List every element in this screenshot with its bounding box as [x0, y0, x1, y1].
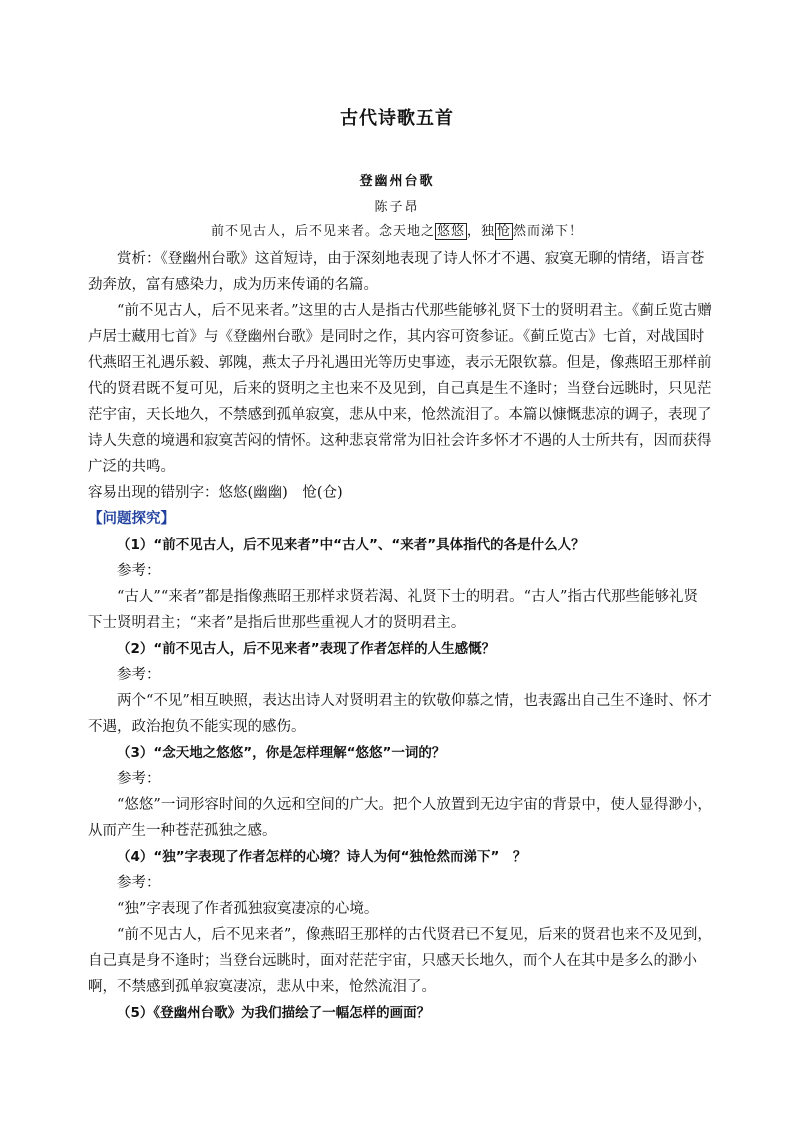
question-2: （2）“前不见古人，后不见来者”表现了作者怎样的人生感慨？ — [117, 641, 496, 657]
question-1-answer: “古人”“来者”都是指像燕昭王那样求贤若渴、礼贤下士的明君。“古人”指古代那些能够礼贤下士贤明君主；“来者”是指后世那些重视人才的贤明君主。 — [88, 589, 698, 631]
poem-text — [0, 220, 794, 239]
question-2-answer: 两个“不见”相互映照，表达出诗人对贤明君主的钦敬仰慕之情，也表露出自己生不逢时、怀才不遇，政治抱负不能实现的感伤。 — [88, 693, 712, 735]
appreciation-paragraph-1: 赏析：《登幽州台歌》这首短诗，由于深刻地表现了诗人怀才不遇、寂寞无聊的情绪，语言苍劲奔放，富有感染力，成为历来传诵的名篇。 — [88, 251, 705, 293]
appreciation-section — [88, 246, 712, 1026]
poem-title: 登幽州台歌 — [359, 174, 435, 189]
question-1-ref-label: 参考： — [117, 563, 161, 579]
poem-text-part3: 然而涕下！ — [513, 224, 584, 239]
question-4-answer-2: “前不见古人，后不见来者”，像燕昭王那样的古代贤君已不复见，后来的贤君也来不及见到，自己真是身不逢时；当登台远眺时，面对茫茫宇宙，只感天长地久，而个人在其中是多么的渺小啊，不禁感到孤单寂寞凄凉，悲从中来，怆然流泪了。 — [88, 927, 712, 995]
question-2-ref-label: 参考： — [117, 667, 161, 683]
document-title: 古代诗歌五首 — [340, 108, 454, 129]
question-3: （3）“念天地之悠悠”，你是怎样理解“悠悠”一词的？ — [117, 745, 446, 761]
appreciation-paragraph-2: “前不见古人，后不见来者。”这里的古人是指古代那些能够礼贤下士的贤明君主。《蓟丘览古赠卢居士藏用七首》与《登幽州台歌》是同时之作，其内容可资参证。《蓟丘览古》七首，对战国时代燕昭王礼遇乐毅、郭隗，燕太子丹礼遇田光等历史事迹，表示无限钦慕。但是，像燕昭王那样前代的贤君既不复可见，后来的贤明之主也来不及见到，自己真是生不逢时；当登台远眺时，只见茫茫宇宙，天长地久，不禁感到孤单寂寞，悲从中来，怆然流泪了。本篇以慷慨悲凉的调子，表现了诗人失意的境遇和寂寞苦闷的情怀。这种悲哀常常为旧社会许多怀才不遇的人士所共有，因而获得广泛的共鸣。 — [88, 303, 712, 475]
question-4-answer-1: “独”字表现了作者孤独寂寞凄凉的心境。 — [117, 901, 379, 917]
typo-note: 容易出现的错别字：悠悠(幽幽) 怆(仓) — [88, 485, 343, 501]
question-1: （1）“前不见古人，后不见来者”中“古人”、“来者”具体指代的各是什么人？ — [117, 537, 585, 553]
poem-boxed-word-youyou: 悠悠 — [436, 224, 465, 239]
poem-text-part1: 前不见古人，后不见来者。念天地之 — [210, 224, 435, 239]
question-3-answer: “悠悠”一词形容时间的久远和空间的广大。把个人放置到无边宇宙的背景中，使人显得渺小，从而产生一种苍茫孤独之感。 — [88, 797, 712, 839]
question-4-ref-label: 参考： — [117, 875, 161, 891]
section-heading: 【问题探究】 — [88, 511, 175, 527]
question-5: （5）《登幽州台歌》为我们描绘了一幅怎样的画面？ — [117, 1005, 431, 1021]
poem-text-part2: ，独 — [466, 224, 495, 239]
question-3-ref-label: 参考： — [117, 771, 161, 787]
poem-boxed-word-chuang: 怆 — [497, 224, 512, 239]
question-4: （4）“独”字表现了作者怎样的心境？诗人为何“独怆然而涕下” ？ — [117, 849, 527, 865]
poem-author: 陈子昂 — [374, 200, 420, 215]
